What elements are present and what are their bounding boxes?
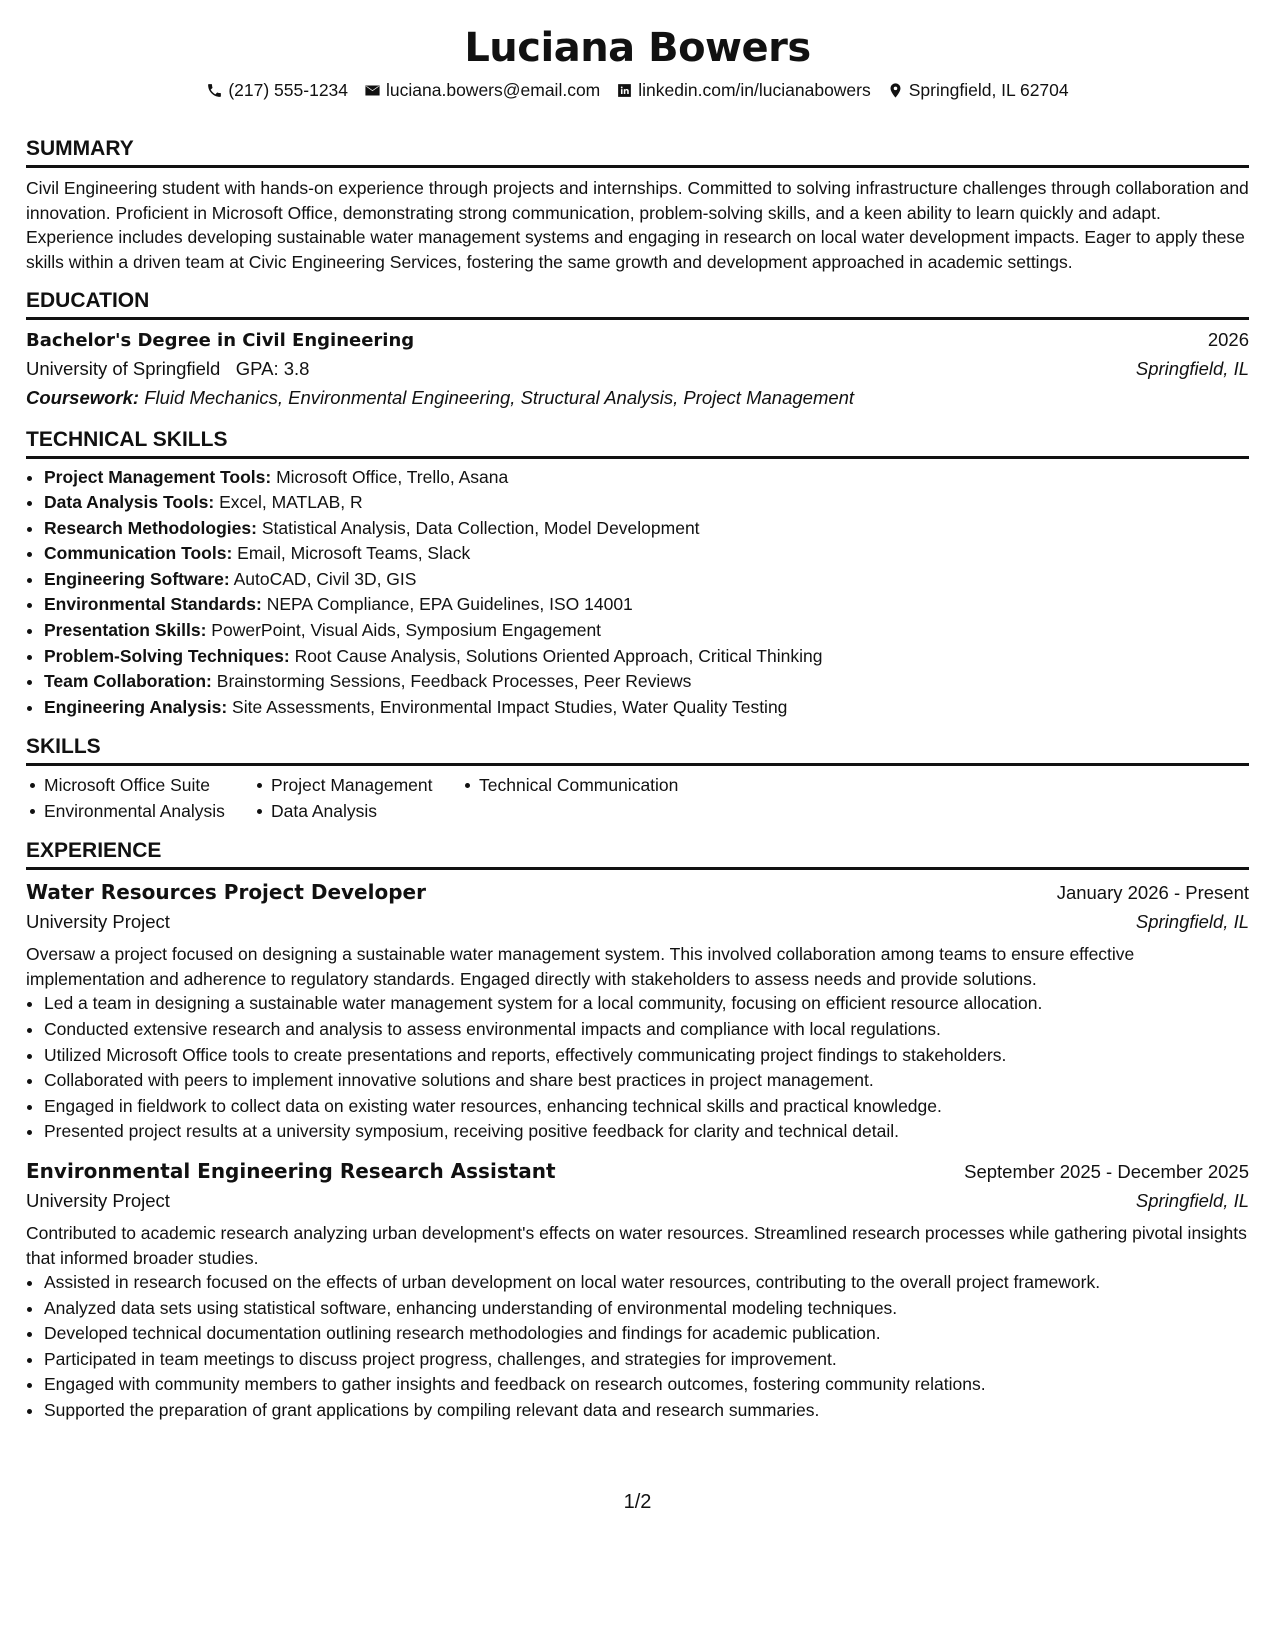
experience-section bbox=[26, 838, 1249, 1423]
location-text: Springfield, IL 62704 bbox=[908, 80, 1069, 100]
gpa: GPA: 3.8 bbox=[235, 357, 310, 379]
job-dates: January 2026 - Present bbox=[1056, 882, 1249, 904]
job-header bbox=[26, 878, 1249, 907]
skill-label: Problem-Solving Techniques: bbox=[44, 645, 290, 666]
skill-label: Project Management Tools: bbox=[44, 466, 272, 487]
job-description: Oversaw a project focused on designing a sustainable water management system. This involved collaboration among teams to ensure effective implementation and adherence to regulatory standards. Engaged directly with stakeholders to assess needs and provide solutions. bbox=[26, 944, 1135, 989]
job-subheader bbox=[26, 907, 1249, 936]
email-link[interactable]: luciana.bowers@email.com bbox=[386, 80, 601, 100]
coursework bbox=[26, 383, 1249, 413]
list-item: • Developed technical documentation outlining research methodologies and findings for academic publication. bbox=[44, 1321, 1249, 1347]
summary-section bbox=[26, 136, 1249, 274]
list-item bbox=[44, 516, 1249, 542]
skill-value: Site Assessments, Environmental Impact Studies, Water Quality Testing bbox=[232, 696, 788, 717]
degree-title: Bachelor's Degree in Civil Engineering bbox=[26, 330, 415, 351]
list-item: • Supported the preparation of grant applications by compiling relevant data and research summaries. bbox=[44, 1398, 1249, 1424]
list-item: • Collaborated with peers to implement innovative solutions and share best practices in project management. bbox=[44, 1068, 1249, 1094]
skill-value: Email, Microsoft Teams, Slack bbox=[237, 543, 471, 564]
job-bullets bbox=[26, 1270, 1249, 1424]
page-number: 1/2 bbox=[623, 1491, 652, 1513]
list-item bbox=[44, 644, 1249, 670]
job-dates: September 2025 - December 2025 bbox=[964, 1161, 1249, 1182]
job-header bbox=[26, 1157, 1249, 1186]
skill-value: Excel, MATLAB, R bbox=[219, 492, 363, 513]
job-location: Springfield, IL bbox=[1135, 911, 1249, 933]
list-item: • Participated in team meetings to discuss project progress, challenges, and strategies for improvement. bbox=[44, 1347, 1249, 1373]
education-heading: EDUCATION bbox=[26, 288, 1249, 320]
skill-value: Root Cause Analysis, Solutions Oriented Approach, Critical Thinking bbox=[294, 645, 823, 666]
school-and-gpa bbox=[26, 354, 309, 383]
contact-bar bbox=[26, 78, 1249, 102]
list-item: • Conducted extensive research and analysis to assess environmental impacts and compliance with local regulations. bbox=[44, 1017, 1249, 1043]
skills-heading: SKILLS bbox=[26, 734, 1249, 766]
job-title: Environmental Engineering Research Assistant bbox=[26, 1159, 556, 1183]
job-org: University Project bbox=[26, 911, 170, 933]
list-item: Data Analysis bbox=[253, 798, 461, 824]
list-item: • Led a team in designing a sustainable water management system for a local community, focusing on efficient resource allocation. bbox=[44, 991, 1249, 1017]
skill-value: PowerPoint, Visual Aids, Symposium Engagement bbox=[211, 620, 602, 641]
job-location: Springfield, IL bbox=[1135, 1190, 1249, 1211]
contact-linkedin[interactable] bbox=[616, 78, 870, 102]
skill-value: AutoCAD, Civil 3D, GIS bbox=[233, 568, 417, 589]
school-name: University of Springfield bbox=[26, 357, 221, 379]
list-item: Environmental Analysis bbox=[26, 798, 253, 824]
linkedin-icon bbox=[616, 82, 633, 99]
list-item bbox=[44, 465, 1249, 491]
technical-skills-section bbox=[26, 427, 1249, 721]
skill-label: Team Collaboration: bbox=[44, 671, 212, 692]
contact-email[interactable] bbox=[364, 78, 600, 102]
job-bullets bbox=[26, 991, 1249, 1145]
school-location: Springfield, IL bbox=[1135, 357, 1249, 379]
graduation-year: 2026 bbox=[1207, 329, 1249, 350]
candidate-name: Luciana Bowers bbox=[464, 25, 811, 71]
job-org: University Project bbox=[26, 1190, 170, 1211]
linkedin-link[interactable]: linkedin.com/in/lucianabowers bbox=[638, 80, 871, 100]
job-entry bbox=[26, 1157, 1249, 1424]
technical-skills-heading: TECHNICAL SKILLS bbox=[26, 427, 1249, 459]
list-item: • Engaged in fieldwork to collect data on existing water resources, enhancing technical skills and practical knowledge. bbox=[44, 1094, 1249, 1120]
list-item: • Engaged with community members to gather insights and feedback on research outcomes, fostering community relations. bbox=[44, 1372, 1249, 1398]
map-pin-icon bbox=[887, 82, 904, 99]
phone-icon bbox=[206, 82, 223, 99]
skill-label: Communication Tools: bbox=[44, 543, 233, 564]
list-item: • Assisted in research focused on the effects of urban development on local water resources, contributing to the overall project framework. bbox=[44, 1270, 1249, 1296]
list-item bbox=[44, 541, 1249, 567]
skill-label: Engineering Software: bbox=[44, 568, 230, 589]
skills-list bbox=[26, 772, 1249, 824]
technical-skills-list bbox=[26, 465, 1249, 721]
education-row-1 bbox=[26, 328, 1249, 354]
list-item bbox=[44, 490, 1249, 516]
envelope-icon bbox=[364, 82, 381, 99]
skill-value: Brainstorming Sessions, Feedback Processes, Peer Reviews bbox=[216, 671, 692, 692]
skill-label: Data Analysis Tools: bbox=[44, 492, 215, 513]
skill-label: Engineering Analysis: bbox=[44, 696, 228, 717]
list-item bbox=[44, 669, 1249, 695]
skill-label: Environmental Standards: bbox=[44, 594, 262, 615]
list-item: Project Management bbox=[253, 772, 461, 798]
contact-phone bbox=[206, 78, 348, 102]
list-item bbox=[44, 695, 1249, 721]
list-item bbox=[44, 592, 1249, 618]
skill-label: Research Methodologies: bbox=[44, 517, 257, 538]
coursework-label: Coursework: bbox=[26, 386, 140, 408]
coursework-list: Fluid Mechanics, Environmental Engineering, Structural Analysis, Project Management bbox=[144, 386, 855, 408]
list-item bbox=[44, 618, 1249, 644]
skills-section bbox=[26, 734, 1249, 824]
list-item: Technical Communication bbox=[461, 772, 721, 798]
list-item: • Utilized Microsoft Office tools to create presentations and reports, effectively communicating project findings to stakeholders. bbox=[44, 1043, 1249, 1069]
job-description: Contributed to academic research analyzing urban development's effects on water resources. Streamlined research processes while gathering pivotal insights that informed broader studies. bbox=[26, 1223, 1247, 1268]
skill-label: Presentation Skills: bbox=[44, 620, 207, 641]
job-title: Water Resources Project Developer bbox=[26, 880, 426, 905]
summary-heading: SUMMARY bbox=[26, 136, 1249, 168]
contact-location bbox=[887, 78, 1069, 102]
list-item: Microsoft Office Suite bbox=[26, 772, 253, 798]
phone-text: (217) 555-1234 bbox=[228, 80, 349, 100]
skill-value: Microsoft Office, Trello, Asana bbox=[276, 466, 509, 487]
list-item: • Presented project results at a university symposium, receiving positive feedback for clarity and technical detail. bbox=[44, 1119, 1249, 1145]
education-section bbox=[26, 288, 1249, 413]
experience-heading: EXPERIENCE bbox=[26, 838, 1249, 870]
education-row-2 bbox=[26, 354, 1249, 383]
list-item: • Analyzed data sets using statistical software, enhancing understanding of environmental modeling techniques. bbox=[44, 1296, 1249, 1322]
skill-value: Statistical Analysis, Data Collection, Model Development bbox=[261, 517, 700, 538]
summary-text: Civil Engineering student with hands-on experience through projects and internships. Committed to solving infrastructure challenges through collaboration and innovation. Proficient in Microsoft Office, demonstrating strong communication, problem-solving skills, and a keen ability to learn quickly and adapt. Experience includes developing sustainable water management systems and engaging in research on local water development impacts. Eager to apply these skills within a driven team at Civic Engineering Services, fostering the same growth and development approached in academic settings. bbox=[26, 178, 1249, 272]
list-item bbox=[44, 567, 1249, 593]
skill-value: NEPA Compliance, EPA Guidelines, ISO 14001 bbox=[266, 594, 633, 615]
job-entry bbox=[26, 878, 1249, 1145]
job-subheader bbox=[26, 1186, 1249, 1215]
